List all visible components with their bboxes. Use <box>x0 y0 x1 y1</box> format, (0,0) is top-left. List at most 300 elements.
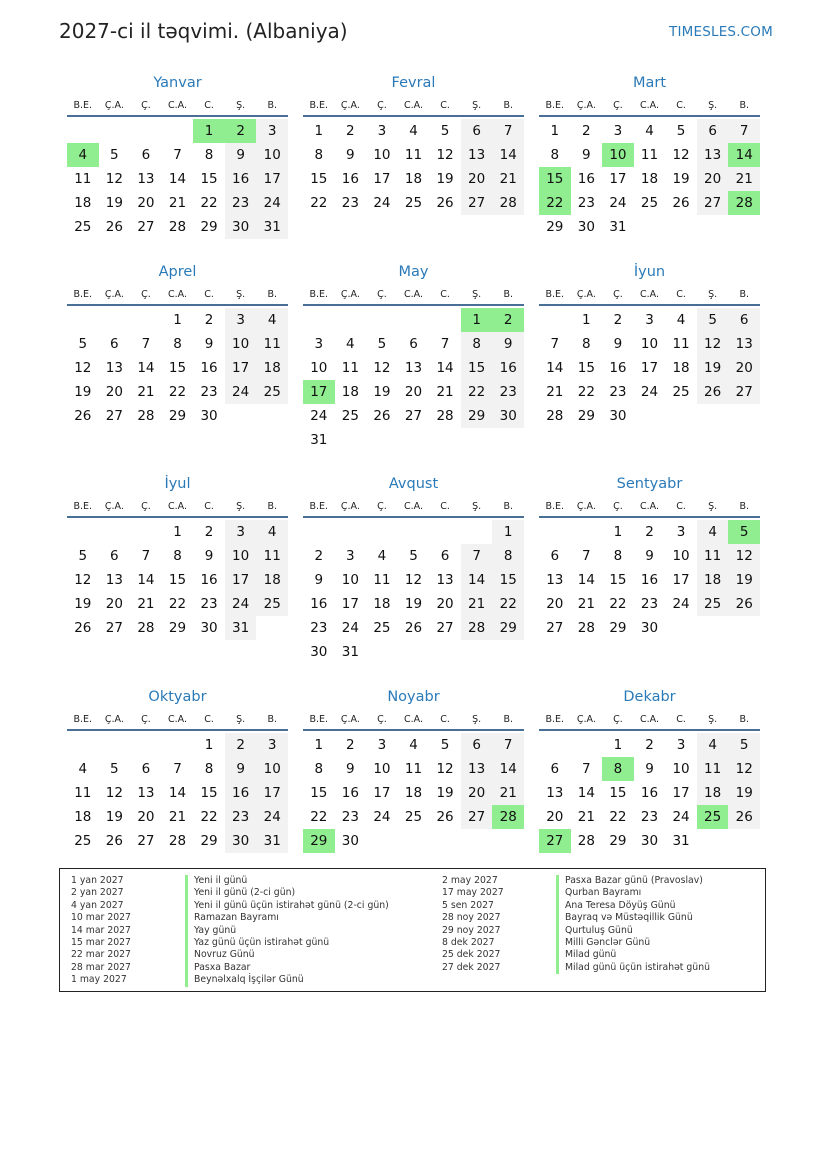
day-cell: 31 <box>672 833 690 849</box>
weekday-label: C.A. <box>640 100 660 111</box>
day-cell: 8 <box>492 544 524 568</box>
day-cell: 11 <box>256 332 288 356</box>
day-cell: 23 <box>577 195 595 211</box>
day-cell: 29 <box>461 404 493 428</box>
day-cell: 17 <box>672 572 690 588</box>
day-cell: 22 <box>609 809 627 825</box>
empty-cell <box>130 308 162 332</box>
weekday-label: C.A. <box>404 714 424 725</box>
day-cell: 1 <box>204 737 214 753</box>
weekday-label: Ş. <box>472 714 482 725</box>
month-i̇yun <box>539 261 760 428</box>
day-cell: 26 <box>728 592 760 616</box>
weekday-label: B. <box>503 714 514 725</box>
day-cell: 13 <box>137 785 155 801</box>
month-name: Mart <box>632 75 667 91</box>
day-cell: 25 <box>341 408 359 424</box>
weekday-header <box>67 285 288 306</box>
holiday-name: Milad günü <box>565 949 617 961</box>
day-cell: 10 <box>256 143 288 167</box>
day-cell: 6 <box>550 761 560 777</box>
weekday-label: Ş. <box>708 501 718 512</box>
holiday-marker <box>185 887 188 899</box>
day-cell: 21 <box>436 384 454 400</box>
weekday-label: C. <box>204 714 214 725</box>
day-cell: 8 <box>204 147 214 163</box>
holiday-name: Qurban Bayramı <box>565 887 642 899</box>
day-cell: 3 <box>676 524 686 540</box>
day-cell: 14 <box>137 360 155 376</box>
day-grid <box>67 733 288 853</box>
day-cell: 8 <box>173 548 182 564</box>
month-yanvar <box>67 72 288 239</box>
day-cell: 27 <box>546 620 564 636</box>
day-cell: 23 <box>640 596 659 612</box>
day-cell: 5 <box>78 548 88 564</box>
day-cell: 6 <box>110 548 119 564</box>
day-cell: 9 <box>225 143 257 167</box>
day-cell: 1 <box>582 312 591 328</box>
day-cell: 16 <box>640 785 659 801</box>
day-cell: 21 <box>461 592 493 616</box>
day-cell: 31 <box>256 215 288 239</box>
day-cell: 23 <box>200 596 218 612</box>
day-cell: 31 <box>310 432 328 448</box>
day-cell: 14 <box>492 143 524 167</box>
holiday-legend <box>59 868 766 992</box>
month-name: Oktyabr <box>148 689 207 705</box>
day-grid <box>539 520 760 640</box>
day-cell: 10 <box>225 544 257 568</box>
day-cell: 16 <box>341 171 359 187</box>
day-cell: 8 <box>173 336 182 352</box>
day-cell: 1 <box>613 524 623 540</box>
holiday-name: Yeni il günü üçün istirahət günü (2-ci gün) <box>194 899 389 911</box>
day-cell: 27 <box>105 620 123 636</box>
day-cell: 5 <box>676 123 686 139</box>
month-name: Dekabr <box>623 689 676 705</box>
day-cell: 23 <box>492 380 524 404</box>
day-cell: 5 <box>409 548 418 564</box>
day-cell: 13 <box>404 360 423 376</box>
weekday-label: C. <box>204 501 214 512</box>
day-grid <box>67 119 288 239</box>
month-name: Fevral <box>391 75 436 91</box>
day-cell: 10 <box>672 548 690 564</box>
weekday-header <box>303 285 524 306</box>
weekday-label: B.E. <box>545 501 565 512</box>
day-cell: 31 <box>609 219 627 235</box>
day-cell: 9 <box>204 336 214 352</box>
holiday-marker <box>556 875 559 887</box>
holiday-entry <box>442 962 710 974</box>
holiday-marker <box>185 912 188 924</box>
holiday-name: Milli Gənclər Günü <box>565 936 651 948</box>
month-name: Avqust <box>388 476 439 492</box>
day-cell: 27 <box>137 833 155 849</box>
day-cell: 28 <box>461 616 493 640</box>
holiday-date: 27 dek 2027 <box>442 961 501 973</box>
day-grid <box>539 733 760 853</box>
empty-cell <box>67 733 99 757</box>
weekday-header <box>303 710 524 731</box>
day-cell: 17 <box>609 171 627 187</box>
day-cell: 6 <box>728 308 760 332</box>
day-cell: 30 <box>577 219 595 235</box>
day-cell: 4 <box>697 520 729 544</box>
day-cell: 4 <box>78 761 88 777</box>
day-cell: 25 <box>697 592 729 616</box>
weekday-label: Ç.A. <box>104 714 124 725</box>
day-cell: 24 <box>672 596 690 612</box>
weekday-label: Ç.A. <box>340 289 360 300</box>
day-cell: 24 <box>373 809 391 825</box>
day-cell: 30 <box>310 644 328 660</box>
day-cell: 1 <box>314 737 324 753</box>
day-cell: 26 <box>672 195 690 211</box>
day-cell: 15 <box>168 360 187 376</box>
day-cell: 4 <box>697 733 729 757</box>
weekday-header <box>67 497 288 518</box>
day-cell: 16 <box>492 356 524 380</box>
day-cell: 27 <box>461 191 493 215</box>
weekday-label: B. <box>267 289 278 300</box>
weekday-label: C.A. <box>168 501 188 512</box>
holiday-day-cell: 5 <box>728 520 760 544</box>
day-cell: 25 <box>404 809 423 825</box>
day-cell: 18 <box>697 781 729 805</box>
day-cell: 16 <box>225 781 257 805</box>
weekday-label: B. <box>503 501 514 512</box>
weekday-label: C.A. <box>404 100 424 111</box>
day-cell: 2 <box>204 312 214 328</box>
holiday-date: 1 may 2027 <box>71 974 127 986</box>
holiday-entry <box>71 949 389 961</box>
day-cell: 25 <box>404 195 423 211</box>
weekday-label: C.A. <box>168 100 188 111</box>
day-cell: 29 <box>492 616 524 640</box>
day-cell: 26 <box>728 805 760 829</box>
day-cell: 18 <box>404 171 423 187</box>
holiday-marker <box>185 937 188 949</box>
day-cell: 3 <box>256 733 288 757</box>
weekday-label: Ç.A. <box>340 714 360 725</box>
day-cell: 13 <box>105 572 123 588</box>
day-cell: 24 <box>672 809 690 825</box>
empty-cell <box>429 520 461 544</box>
day-cell: 18 <box>74 195 92 211</box>
day-grid <box>303 520 524 664</box>
holiday-date: 2 may 2027 <box>442 875 498 886</box>
holiday-name: Ana Teresa Döyüş Günü <box>565 899 676 911</box>
day-cell: 12 <box>373 360 391 376</box>
day-cell: 4 <box>645 123 654 139</box>
day-cell: 27 <box>404 408 423 424</box>
weekday-label: C. <box>676 289 686 300</box>
day-cell: 17 <box>672 785 690 801</box>
day-cell: 5 <box>728 733 760 757</box>
day-cell: 26 <box>373 408 391 424</box>
holiday-list-left <box>71 875 389 987</box>
day-cell: 18 <box>672 360 690 376</box>
day-cell: 23 <box>310 620 328 636</box>
weekday-label: B. <box>503 289 514 300</box>
day-cell: 20 <box>436 596 454 612</box>
weekday-label: Ç. <box>141 100 151 111</box>
day-cell: 23 <box>640 809 659 825</box>
day-cell: 2 <box>204 524 214 540</box>
day-grid <box>303 308 524 452</box>
weekday-label: B. <box>739 289 750 300</box>
holiday-marker <box>185 949 188 961</box>
day-cell: 12 <box>697 332 729 356</box>
day-cell: 9 <box>582 147 591 163</box>
day-cell: 14 <box>137 572 155 588</box>
weekday-label: C.A. <box>404 501 424 512</box>
day-cell: 9 <box>645 761 654 777</box>
day-cell: 23 <box>225 191 257 215</box>
weekday-label: Ş. <box>236 501 246 512</box>
weekday-label: Ş. <box>236 100 246 111</box>
day-cell: 18 <box>373 596 391 612</box>
day-cell: 11 <box>373 572 391 588</box>
holiday-list-right <box>442 875 710 974</box>
day-grid <box>303 733 524 853</box>
day-cell: 13 <box>546 785 564 801</box>
day-cell: 26 <box>105 219 123 235</box>
day-cell: 15 <box>310 171 328 187</box>
weekday-label: Ç. <box>613 501 623 512</box>
day-cell: 20 <box>404 384 423 400</box>
day-cell: 8 <box>550 147 560 163</box>
day-cell: 15 <box>461 356 493 380</box>
holiday-entry <box>442 937 710 949</box>
weekday-label: B.E. <box>73 289 93 300</box>
day-cell: 20 <box>137 195 155 211</box>
day-cell: 4 <box>346 336 355 352</box>
day-cell: 28 <box>546 408 564 424</box>
holiday-name: Ramazan Bayramı <box>194 912 279 924</box>
empty-cell <box>335 308 367 332</box>
day-cell: 21 <box>492 167 524 191</box>
empty-cell <box>130 520 162 544</box>
day-cell: 10 <box>310 360 328 376</box>
day-cell: 24 <box>256 191 288 215</box>
empty-cell <box>571 733 603 757</box>
weekday-label: C. <box>440 501 450 512</box>
day-cell: 5 <box>697 308 729 332</box>
holiday-entry <box>442 900 710 912</box>
day-cell: 14 <box>461 568 493 592</box>
holiday-marker <box>556 962 559 974</box>
day-cell: 22 <box>461 380 493 404</box>
day-cell: 9 <box>492 332 524 356</box>
day-cell: 3 <box>225 520 257 544</box>
weekday-header <box>539 96 760 117</box>
day-cell: 6 <box>550 548 560 564</box>
day-cell: 18 <box>640 171 659 187</box>
day-cell: 22 <box>200 195 218 211</box>
page-title: 2027-ci il təqvimi. (Albaniya) <box>59 19 348 43</box>
day-cell: 3 <box>645 312 654 328</box>
day-cell: 7 <box>492 119 524 143</box>
empty-cell <box>366 308 398 332</box>
day-cell: 26 <box>436 809 454 825</box>
holiday-marker <box>185 900 188 912</box>
empty-cell <box>539 308 571 332</box>
day-cell: 1 <box>173 524 182 540</box>
day-cell: 24 <box>225 592 257 616</box>
day-cell: 22 <box>492 592 524 616</box>
day-cell: 3 <box>225 308 257 332</box>
month-name: Yanvar <box>153 75 202 91</box>
day-cell: 3 <box>613 123 623 139</box>
day-cell: 11 <box>404 761 423 777</box>
day-cell: 15 <box>492 568 524 592</box>
holiday-entry <box>442 887 710 899</box>
empty-cell <box>303 520 335 544</box>
month-noyabr <box>303 686 524 853</box>
day-cell: 28 <box>577 620 595 636</box>
day-cell: 8 <box>314 147 324 163</box>
empty-cell <box>461 520 493 544</box>
day-cell: 11 <box>74 785 92 801</box>
day-cell: 7 <box>728 119 760 143</box>
brand-link[interactable]: TIMESLES.COM <box>669 24 773 40</box>
day-cell: 30 <box>225 829 257 853</box>
weekday-label: B. <box>503 100 514 111</box>
day-cell: 15 <box>200 785 218 801</box>
holiday-day-cell: 1 <box>461 308 493 332</box>
weekday-label: C.A. <box>404 289 424 300</box>
holiday-date: 28 noy 2027 <box>442 912 501 924</box>
day-cell: 21 <box>492 781 524 805</box>
weekday-label: B.E. <box>73 714 93 725</box>
day-cell: 11 <box>640 147 659 163</box>
month-avqust <box>303 473 524 664</box>
day-cell: 20 <box>461 167 493 191</box>
holiday-date: 1 yan 2027 <box>71 875 124 886</box>
weekday-label: B.E. <box>309 289 329 300</box>
empty-cell <box>366 520 398 544</box>
holiday-day-cell: 25 <box>697 805 729 829</box>
day-cell: 28 <box>577 833 595 849</box>
day-cell: 10 <box>256 757 288 781</box>
weekday-header <box>539 285 760 306</box>
day-cell: 6 <box>409 336 418 352</box>
day-cell: 9 <box>225 757 257 781</box>
day-cell: 17 <box>373 171 391 187</box>
weekday-label: C. <box>440 289 450 300</box>
weekday-label: B. <box>267 100 278 111</box>
day-cell: 20 <box>546 596 564 612</box>
day-cell: 25 <box>672 384 690 400</box>
weekday-label: B.E. <box>545 100 565 111</box>
empty-cell <box>130 119 162 143</box>
day-cell: 7 <box>550 336 560 352</box>
day-cell: 19 <box>728 568 760 592</box>
holiday-day-cell: 17 <box>303 380 335 404</box>
day-cell: 21 <box>546 384 564 400</box>
day-cell: 5 <box>110 147 119 163</box>
day-cell: 13 <box>137 171 155 187</box>
day-cell: 31 <box>256 829 288 853</box>
empty-cell <box>539 520 571 544</box>
day-cell: 9 <box>204 548 214 564</box>
day-cell: 1 <box>492 520 524 544</box>
empty-cell <box>99 733 131 757</box>
day-cell: 10 <box>373 761 391 777</box>
day-cell: 15 <box>609 572 627 588</box>
day-cell: 2 <box>346 737 355 753</box>
holiday-date: 28 mar 2027 <box>71 961 131 973</box>
day-cell: 13 <box>105 360 123 376</box>
weekday-label: Ç.A. <box>576 100 596 111</box>
day-cell: 19 <box>105 809 123 825</box>
day-cell: 2 <box>645 524 654 540</box>
weekday-label: C.A. <box>168 714 188 725</box>
day-cell: 16 <box>341 785 359 801</box>
empty-cell <box>162 119 194 143</box>
day-cell: 30 <box>492 404 524 428</box>
holiday-name: Pasxa Bazar <box>194 961 251 973</box>
day-cell: 24 <box>225 380 257 404</box>
weekday-label: C. <box>440 100 450 111</box>
day-cell: 22 <box>609 596 627 612</box>
day-cell: 27 <box>461 805 493 829</box>
day-cell: 10 <box>341 572 359 588</box>
day-cell: 12 <box>404 572 423 588</box>
day-cell: 9 <box>314 572 324 588</box>
day-cell: 12 <box>105 785 123 801</box>
day-cell: 14 <box>492 757 524 781</box>
empty-cell <box>429 308 461 332</box>
weekday-label: Ç. <box>141 289 151 300</box>
weekday-label: Ç. <box>141 714 151 725</box>
month-aprel <box>67 261 288 428</box>
day-cell: 20 <box>461 781 493 805</box>
day-cell: 8 <box>204 761 214 777</box>
weekday-label: B. <box>739 714 750 725</box>
holiday-day-cell: 1 <box>193 119 225 143</box>
weekday-label: B.E. <box>309 501 329 512</box>
empty-cell <box>67 308 99 332</box>
day-cell: 2 <box>314 548 324 564</box>
day-cell: 6 <box>440 548 450 564</box>
weekday-label: C.A. <box>640 501 660 512</box>
day-cell: 21 <box>577 809 595 825</box>
holiday-date: 14 mar 2027 <box>71 924 131 936</box>
month-name: Aprel <box>158 264 197 280</box>
month-i̇yul <box>67 473 288 640</box>
empty-cell <box>162 733 194 757</box>
day-cell: 20 <box>137 809 155 825</box>
weekday-label: C. <box>204 100 214 111</box>
holiday-date: 22 mar 2027 <box>71 949 131 961</box>
holiday-marker <box>185 875 188 887</box>
weekday-label: Ç.A. <box>340 100 360 111</box>
day-cell: 3 <box>314 336 324 352</box>
weekday-label: B.E. <box>309 714 329 725</box>
day-cell: 14 <box>546 360 564 376</box>
day-cell: 20 <box>546 809 564 825</box>
day-cell: 27 <box>728 380 760 404</box>
day-cell: 12 <box>728 757 760 781</box>
holiday-name: Bayraq və Müstəqillik Günü <box>565 912 693 924</box>
weekday-label: Ç. <box>613 100 623 111</box>
day-cell: 7 <box>440 336 450 352</box>
day-cell: 22 <box>168 384 187 400</box>
